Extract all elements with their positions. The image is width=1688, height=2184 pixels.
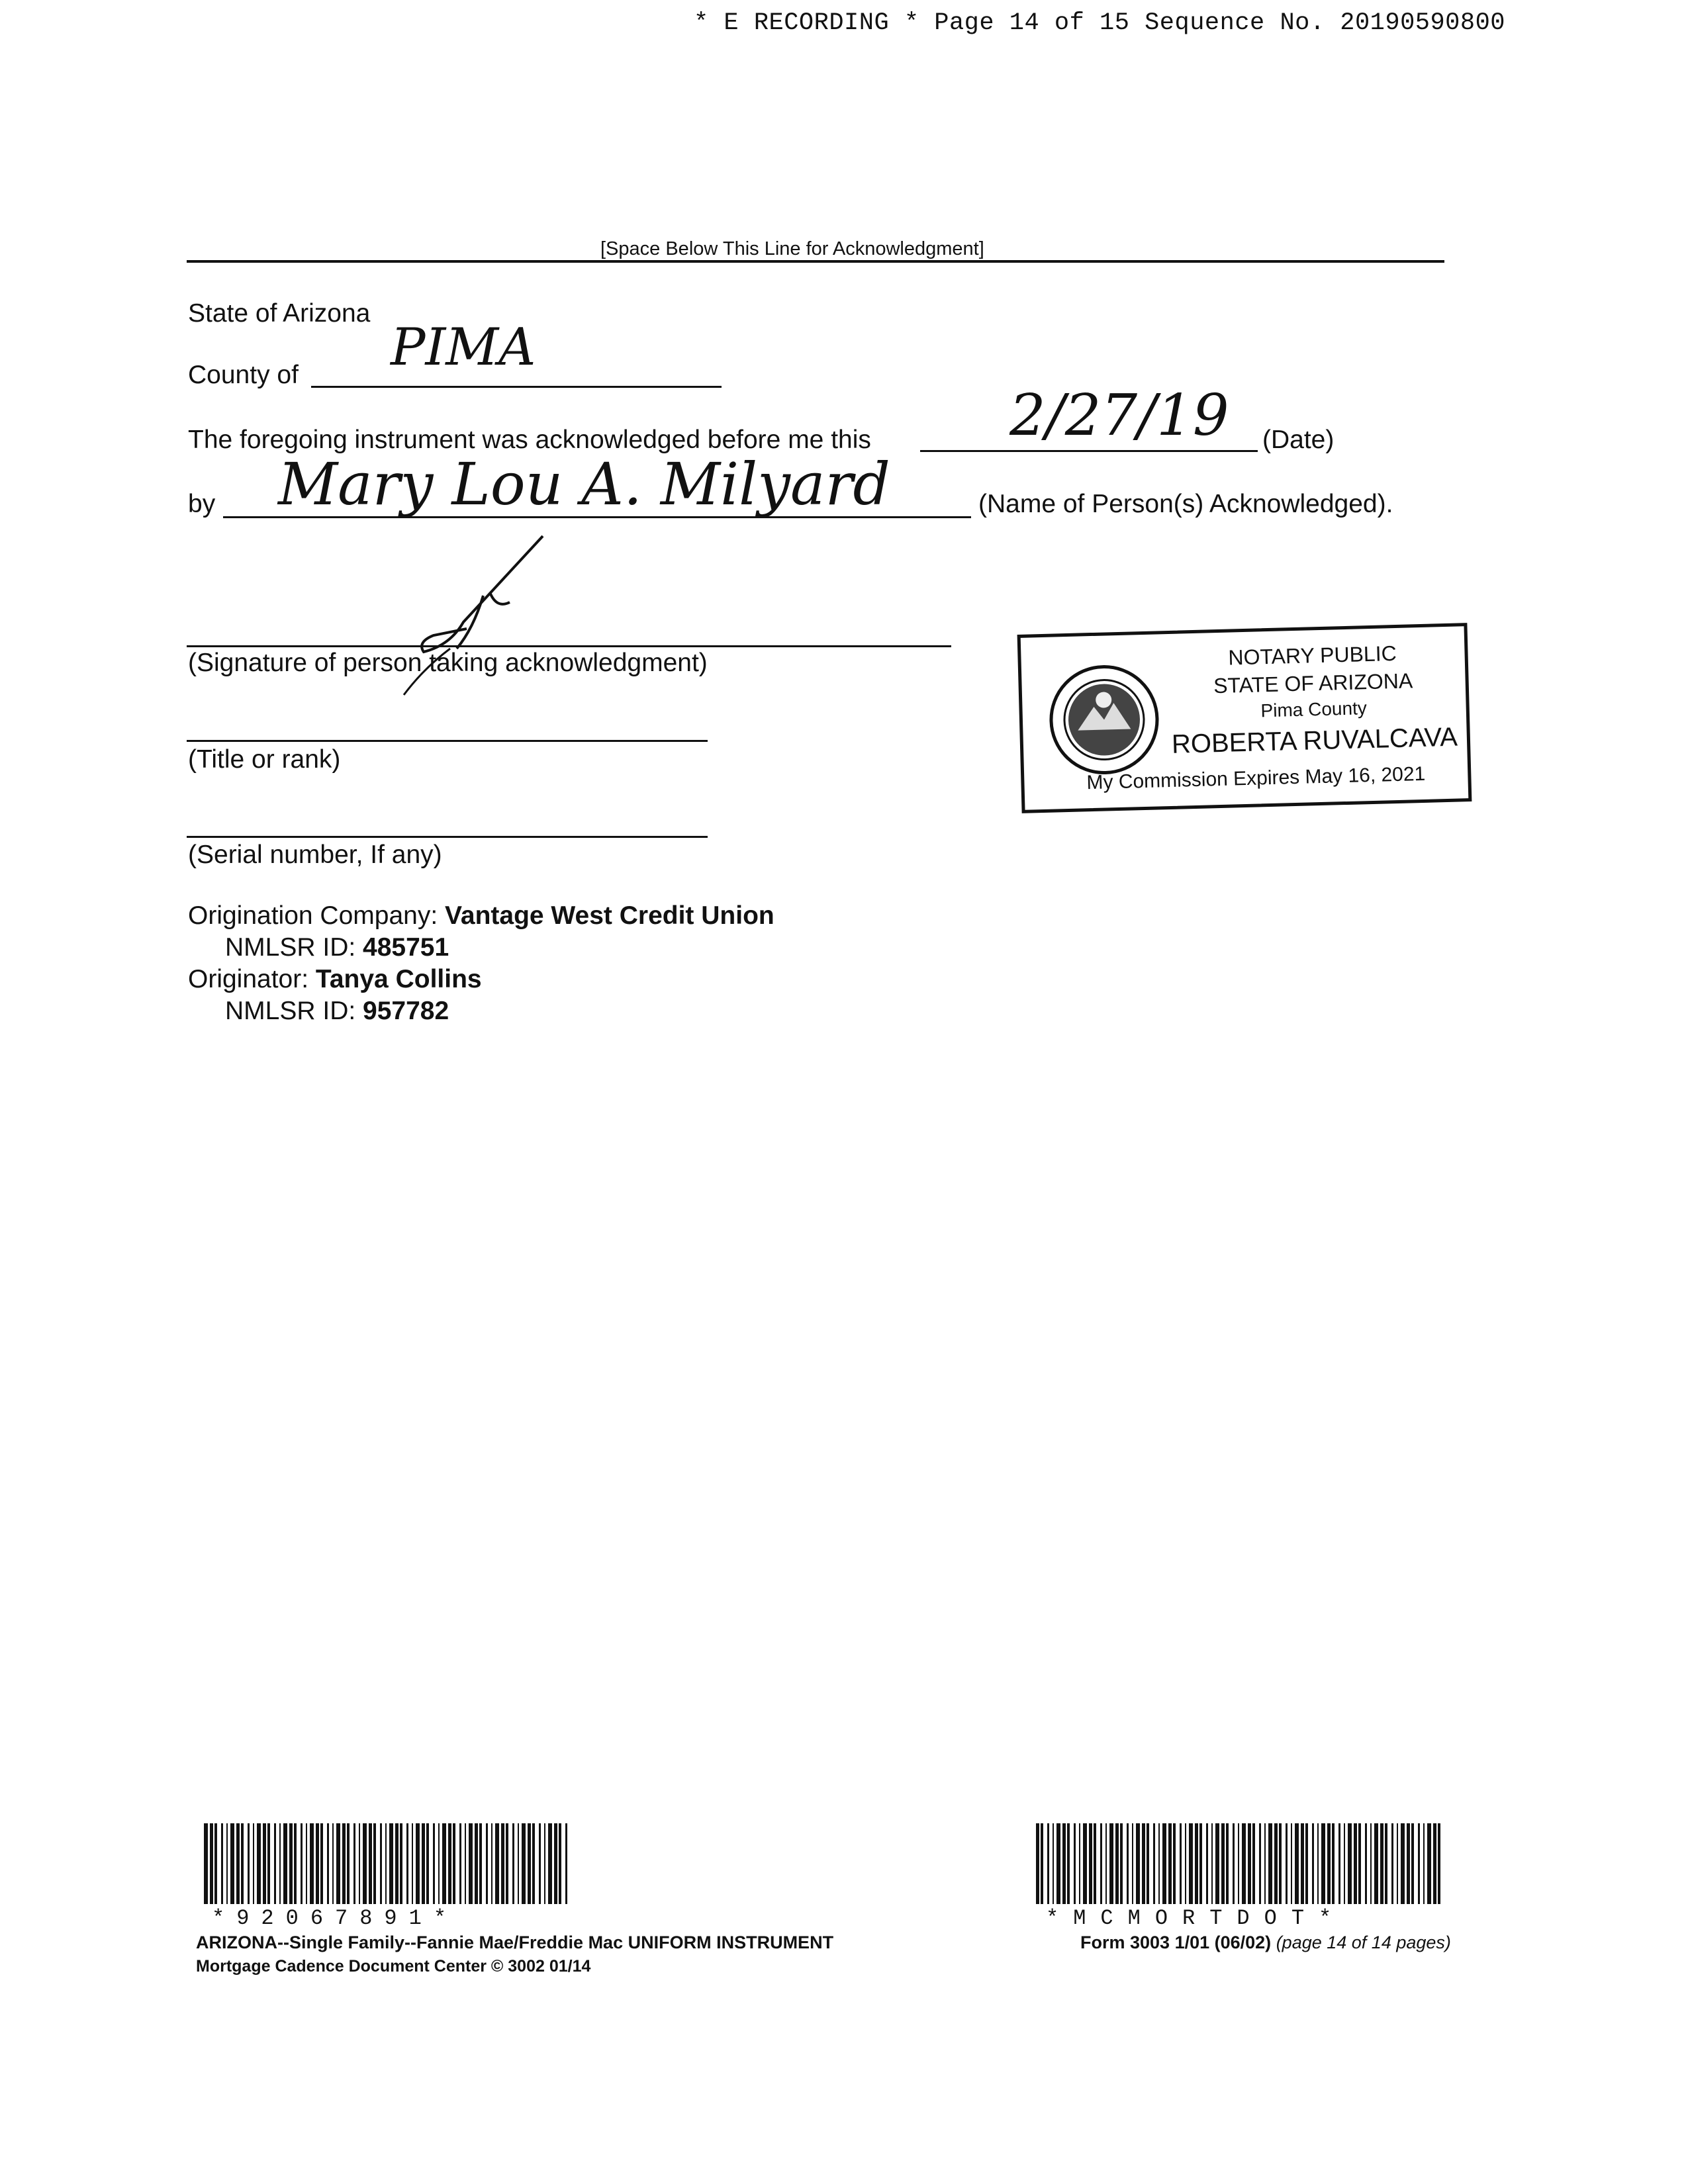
- barcode-bar: [248, 1823, 250, 1904]
- barcode-bar: [204, 1823, 208, 1904]
- barcode-bar: [1259, 1823, 1261, 1904]
- barcode-bar: [1127, 1823, 1129, 1904]
- barcode-bar: [1427, 1823, 1431, 1904]
- barcode-left-digits: *92067891*: [212, 1906, 459, 1931]
- barcode-bar: [1083, 1823, 1087, 1904]
- barcode-bar: [1094, 1823, 1096, 1904]
- barcode-bar: [522, 1823, 526, 1904]
- barcode-bar: [1338, 1823, 1340, 1904]
- footer-right-line1: [1080, 1933, 1451, 1953]
- barcode-bar: [1067, 1823, 1070, 1904]
- barcode-bar: [1109, 1823, 1113, 1904]
- person-handwritten: Mary Lou A. Milyard: [278, 450, 890, 518]
- barcode-bar: [1365, 1823, 1367, 1904]
- barcode-bar: [1074, 1823, 1076, 1904]
- barcode-left: [204, 1823, 575, 1909]
- barcode-bar: [438, 1823, 440, 1904]
- barcode-bar: [1215, 1823, 1219, 1904]
- barcode-bar: [1327, 1823, 1331, 1904]
- company-nmlsr-line: [225, 933, 449, 962]
- barcode-bar: [1291, 1823, 1292, 1904]
- barcode-bar: [1301, 1823, 1304, 1904]
- barcode-bar: [210, 1823, 213, 1904]
- barcode-bar: [1423, 1823, 1425, 1904]
- barcode-bar: [1132, 1823, 1133, 1904]
- barcode-bar: [491, 1823, 492, 1904]
- date-underline: [920, 450, 1258, 452]
- originator-nmlsr-value: 957782: [363, 997, 449, 1025]
- barcode-bar: [1105, 1823, 1107, 1904]
- barcode-bar: [1385, 1823, 1387, 1904]
- barcode-bar: [1305, 1823, 1308, 1904]
- barcode-bar: [373, 1823, 376, 1904]
- serial-underline: [187, 836, 708, 838]
- barcode-bar: [475, 1823, 478, 1904]
- barcode-bar: [433, 1823, 435, 1904]
- barcode-bar: [306, 1823, 307, 1904]
- barcode-bar: [1401, 1823, 1405, 1904]
- barcode-bar: [241, 1823, 244, 1904]
- barcode-bar: [1358, 1823, 1361, 1904]
- barcode-bar: [1397, 1823, 1398, 1904]
- barcode-bar: [479, 1823, 482, 1904]
- barcode-bar: [448, 1823, 451, 1904]
- originator-line: [188, 965, 482, 994]
- barcode-bar: [267, 1823, 270, 1904]
- origination-company-value: Vantage West Credit Union: [445, 901, 774, 930]
- barcode-bar: [336, 1823, 340, 1904]
- barcode-bar: [486, 1823, 488, 1904]
- barcode-bar: [1195, 1823, 1198, 1904]
- barcode-bar: [426, 1823, 429, 1904]
- notary-stamp: [1017, 623, 1472, 813]
- barcode-bar: [283, 1823, 287, 1904]
- barcode-bar: [221, 1823, 223, 1904]
- originator-label: Originator:: [188, 965, 309, 993]
- person-label: (Name of Person(s) Acknowledged).: [978, 490, 1393, 518]
- barcode-bar: [1411, 1823, 1414, 1904]
- barcode-bar: [416, 1823, 420, 1904]
- barcode-bar: [412, 1823, 413, 1904]
- barcode-bar: [1153, 1823, 1155, 1904]
- stamp-line-1: NOTARY PUBLIC: [1227, 641, 1397, 670]
- footer-left-line1: ARIZONA--Single Family--Fannie Mae/Freddie Mac UNIFORM INSTRUMENT: [196, 1933, 834, 1952]
- date-handwritten: 2/27/19: [1009, 383, 1229, 449]
- barcode-bar: [1418, 1823, 1420, 1904]
- originator-nmlsr-line: [225, 997, 449, 1026]
- county-underline: [311, 386, 722, 388]
- state-line: State of Arizona: [188, 299, 371, 328]
- barcode-bar: [544, 1823, 545, 1904]
- barcode-bar: [327, 1823, 329, 1904]
- barcode-bar: [289, 1823, 293, 1904]
- barcode-bar: [1274, 1823, 1278, 1904]
- barcode-bar: [1173, 1823, 1176, 1904]
- barcode-bar: [1053, 1823, 1054, 1904]
- barcode-bar: [1062, 1823, 1066, 1904]
- barcode-bar: [1158, 1823, 1160, 1904]
- barcode-bar: [1242, 1823, 1246, 1904]
- barcode-bar: [294, 1823, 297, 1904]
- barcode-bar: [465, 1823, 466, 1904]
- barcode-bar: [1268, 1823, 1272, 1904]
- barcode-bar: [1226, 1823, 1229, 1904]
- barcode-bar: [1142, 1823, 1145, 1904]
- barcode-bar: [1056, 1823, 1060, 1904]
- barcode-bar: [1079, 1823, 1080, 1904]
- serial-label: (Serial number, If any): [188, 841, 442, 869]
- barcode-bar: [1370, 1823, 1372, 1904]
- barcode-bar: [1295, 1823, 1299, 1904]
- title-underline: [187, 740, 708, 742]
- barcode-bar: [389, 1823, 393, 1904]
- barcode-bar: [1115, 1823, 1119, 1904]
- barcode-bar: [1180, 1823, 1182, 1904]
- date-label: (Date): [1262, 426, 1335, 454]
- barcode-bar: [279, 1823, 281, 1904]
- county-handwritten: PIMA: [391, 318, 536, 377]
- barcode-bar: [1248, 1823, 1251, 1904]
- barcode-bar: [253, 1823, 254, 1904]
- barcode-bar: [400, 1823, 402, 1904]
- barcode-bar: [1354, 1823, 1357, 1904]
- barcode-bar: [1089, 1823, 1092, 1904]
- barcode-bar: [1321, 1823, 1325, 1904]
- barcode-bar: [528, 1823, 531, 1904]
- origination-company-line: [188, 901, 774, 931]
- barcode-bar: [1279, 1823, 1282, 1904]
- barcode-bar: [506, 1823, 508, 1904]
- page-count: (page 14 of 14 pages): [1276, 1933, 1451, 1952]
- barcode-bar: [320, 1823, 323, 1904]
- barcode-bar: [1041, 1823, 1043, 1904]
- barcode-bar: [359, 1823, 360, 1904]
- acknowledgment-separator-rule: [187, 260, 1444, 263]
- acknowledgment-separator-label: [Space Below This Line for Acknowledgment]: [600, 238, 984, 259]
- barcode-bar: [1147, 1823, 1149, 1904]
- barcode-bar: [1168, 1823, 1172, 1904]
- barcode-bar: [1100, 1823, 1102, 1904]
- barcode-bar: [442, 1823, 446, 1904]
- barcode-bar: [1120, 1823, 1123, 1904]
- barcode-bar: [257, 1823, 261, 1904]
- barcode-bar: [1211, 1823, 1213, 1904]
- barcode-bar: [1380, 1823, 1383, 1904]
- barcode-bar: [1162, 1823, 1166, 1904]
- barcode-bar: [518, 1823, 519, 1904]
- barcode-bar: [1238, 1823, 1239, 1904]
- barcode-bar: [1286, 1823, 1288, 1904]
- barcode-bar: [422, 1823, 425, 1904]
- barcode-bar: [310, 1823, 314, 1904]
- barcode-bar: [495, 1823, 499, 1904]
- stamp-line-3: Pima County: [1260, 698, 1368, 721]
- origination-company-label: Origination Company:: [188, 901, 438, 930]
- barcode-bar: [1438, 1823, 1440, 1904]
- barcode-bar: [332, 1823, 334, 1904]
- barcode-bar: [1344, 1823, 1345, 1904]
- barcode-bar: [236, 1823, 240, 1904]
- by-label: by: [188, 490, 216, 518]
- form-number: Form 3003 1/01 (06/02): [1080, 1933, 1272, 1952]
- barcode-bar: [342, 1823, 346, 1904]
- barcode-bar: [1433, 1823, 1436, 1904]
- barcode-bar: [532, 1823, 535, 1904]
- barcode-bar: [395, 1823, 399, 1904]
- barcode-bar: [512, 1823, 514, 1904]
- barcode-bar: [453, 1823, 455, 1904]
- county-label: County of: [188, 361, 299, 389]
- barcode-bar: [1136, 1823, 1140, 1904]
- foregoing-text: The foregoing instrument was acknowledged before me this: [188, 426, 871, 454]
- originator-value: Tanya Collins: [315, 965, 482, 993]
- barcode-bar: [1391, 1823, 1393, 1904]
- barcode-bar: [469, 1823, 473, 1904]
- barcode-bar: [274, 1823, 276, 1904]
- stamp-expires: My Commission Expires May 16, 2021: [1086, 762, 1426, 794]
- stamp-name: ROBERTA RUVALCAVA: [1171, 722, 1458, 759]
- title-label: (Title or rank): [188, 745, 341, 774]
- barcode-bar: [353, 1823, 355, 1904]
- signature-underline: [187, 645, 951, 647]
- company-nmlsr-value: 485751: [363, 933, 449, 962]
- barcode-bar: [214, 1823, 217, 1904]
- barcode-bar: [559, 1823, 561, 1904]
- barcode-bar: [406, 1823, 408, 1904]
- barcode-bar: [347, 1823, 350, 1904]
- recording-header: * E RECORDING * Page 14 of 15 Sequence No. 20190590800: [694, 9, 1505, 37]
- originator-nmlsr-label: NMLSR ID:: [225, 997, 356, 1025]
- barcode-bar: [548, 1823, 552, 1904]
- barcode-bar: [1189, 1823, 1193, 1904]
- barcode-bar: [554, 1823, 557, 1904]
- state-seal-icon: [1047, 662, 1162, 777]
- footer-left-line2: Mortgage Cadence Document Center © 3002 01/14: [196, 1957, 591, 1976]
- barcode-bar: [539, 1823, 541, 1904]
- barcode-bar: [1407, 1823, 1410, 1904]
- barcode-bar: [1185, 1823, 1186, 1904]
- barcode-bar: [1047, 1823, 1049, 1904]
- stamp-line-2: STATE OF ARIZONA: [1213, 668, 1413, 698]
- barcode-bar: [226, 1823, 228, 1904]
- barcode-bar: [1348, 1823, 1352, 1904]
- barcode-bar: [369, 1823, 372, 1904]
- barcode-bar: [459, 1823, 461, 1904]
- barcode-bar: [1312, 1823, 1314, 1904]
- barcode-bar: [316, 1823, 319, 1904]
- barcode-bar: [385, 1823, 387, 1904]
- barcode-bar: [380, 1823, 382, 1904]
- barcode-bar: [1206, 1823, 1208, 1904]
- barcode-bar: [1036, 1823, 1039, 1904]
- barcode-bar: [1233, 1823, 1235, 1904]
- barcode-bar: [565, 1823, 567, 1904]
- barcode-bar: [1264, 1823, 1266, 1904]
- barcode-bar: [501, 1823, 504, 1904]
- barcode-bar: [1374, 1823, 1378, 1904]
- barcode-bar: [263, 1823, 266, 1904]
- company-nmlsr-label: NMLSR ID:: [225, 933, 356, 962]
- barcode-bar: [363, 1823, 367, 1904]
- barcode-bar: [1332, 1823, 1335, 1904]
- barcode-right-digits: *MCMORTDOT*: [1046, 1906, 1346, 1931]
- barcode-bar: [1199, 1823, 1202, 1904]
- signature-label: (Signature of person taking acknowledgment): [188, 649, 708, 677]
- barcode-bar: [1221, 1823, 1225, 1904]
- barcode-bar: [301, 1823, 303, 1904]
- barcode-bar: [1252, 1823, 1255, 1904]
- barcode-bar: [230, 1823, 234, 1904]
- barcode-bar: [1317, 1823, 1319, 1904]
- barcode-right: [1036, 1823, 1446, 1909]
